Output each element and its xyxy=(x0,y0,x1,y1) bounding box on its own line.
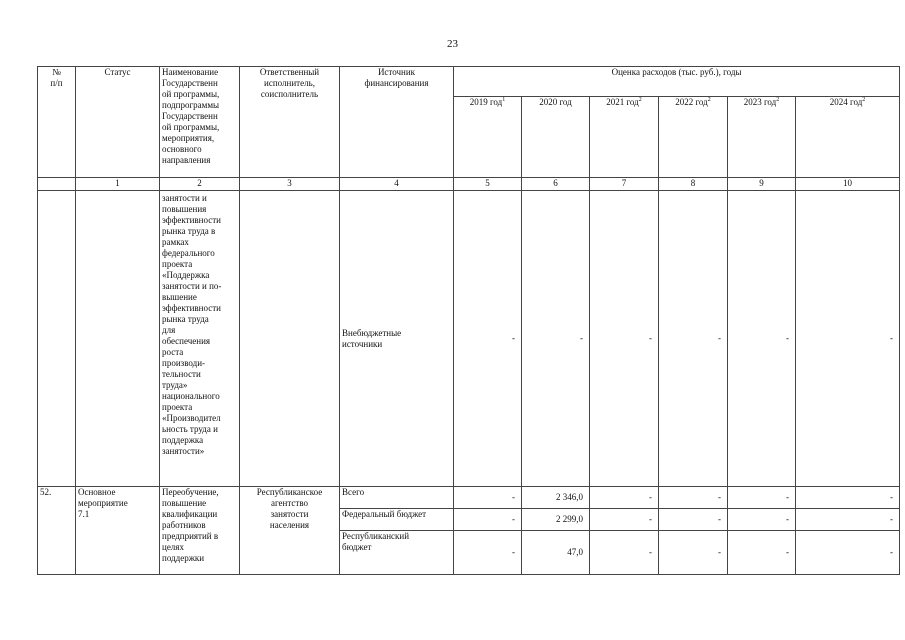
header-executor: Ответственный исполнитель, соисполнитель xyxy=(240,67,340,178)
item-name: Переобучение, повышение квалификации работников предприятий в целях поддержки xyxy=(160,487,240,575)
total-2021: - xyxy=(590,487,659,509)
total-2022: - xyxy=(659,487,728,509)
column-number: 7 xyxy=(590,178,659,191)
continuation-value-2020: - xyxy=(522,191,590,487)
column-number: 6 xyxy=(522,178,590,191)
year-2020: 2020 год xyxy=(522,97,590,178)
year-2022: 2022 год$^2$ xyxy=(659,97,728,178)
continuation-name-text: занятости и повышения эффективности рынка труда в рамках федерального проекта «Поддержка занятости и по- вышение эффективности рынка труда для обеспечения роста производи- тельности труда» национального проекта «Производител ьность труда и поддержка занятости» xyxy=(160,191,240,487)
column-number-blank xyxy=(38,178,76,191)
header-estimate: Оценка расходов (тыс. руб.), годы xyxy=(454,67,900,97)
header-status: Статус xyxy=(76,67,160,178)
republican-2020: 47,0 xyxy=(522,531,590,575)
header-source: Источник финансирования xyxy=(340,67,454,178)
federal-2020: 2 299,0 xyxy=(522,509,590,531)
year-2021: 2021 год$^2$ xyxy=(590,97,659,178)
republican-2022: - xyxy=(659,531,728,575)
column-number: 4 xyxy=(340,178,454,191)
federal-2023: - xyxy=(728,509,796,531)
column-number: 1 xyxy=(76,178,160,191)
continuation-value-2019: - xyxy=(454,191,522,487)
continuation-status-cell xyxy=(76,191,160,487)
total-2019: - xyxy=(454,487,522,509)
budget-table xyxy=(37,66,900,575)
total-2023: - xyxy=(728,487,796,509)
item-executor: Республиканское агентство занятости населения xyxy=(240,487,340,575)
year-2024: 2024 год$^2$ xyxy=(796,97,900,178)
continuation-value-2023: - xyxy=(728,191,796,487)
republican-2021: - xyxy=(590,531,659,575)
source-total: Всего xyxy=(340,487,454,509)
column-number: 5 xyxy=(454,178,522,191)
total-2024: - xyxy=(796,487,900,509)
header-number: № п/п xyxy=(38,67,76,178)
continuation-value-2024: - xyxy=(796,191,900,487)
column-number: 10 xyxy=(796,178,900,191)
year-2019: 2019 год$^1$ xyxy=(454,97,522,178)
source-republican-budget: Республиканский бюджет xyxy=(340,531,454,575)
continuation-executor-cell xyxy=(240,191,340,487)
federal-2019: - xyxy=(454,509,522,531)
page-number: 23 xyxy=(447,38,458,50)
republican-2023: - xyxy=(728,531,796,575)
column-number: 8 xyxy=(659,178,728,191)
republican-2024: - xyxy=(796,531,900,575)
source-federal-budget: Федеральный бюджет xyxy=(340,509,454,531)
item-status: Основное мероприятие 7.1 xyxy=(76,487,160,575)
column-number: 3 xyxy=(240,178,340,191)
continuation-source: Внебюджетные источники xyxy=(340,191,454,487)
federal-2024: - xyxy=(796,509,900,531)
column-number: 2 xyxy=(160,178,240,191)
year-2023: 2023 год$^2$ xyxy=(728,97,796,178)
republican-2019: - xyxy=(454,531,522,575)
continuation-number-cell xyxy=(38,191,76,487)
item-number: 52. xyxy=(38,487,76,575)
federal-2022: - xyxy=(659,509,728,531)
column-number: 9 xyxy=(728,178,796,191)
continuation-value-2021: - xyxy=(590,191,659,487)
federal-2021: - xyxy=(590,509,659,531)
header-name: Наименование Государственн ой программы, подпрограммы Государственн ой программы, мероприятия, основного направления xyxy=(160,67,240,178)
continuation-value-2022: - xyxy=(659,191,728,487)
total-2020: 2 346,0 xyxy=(522,487,590,509)
